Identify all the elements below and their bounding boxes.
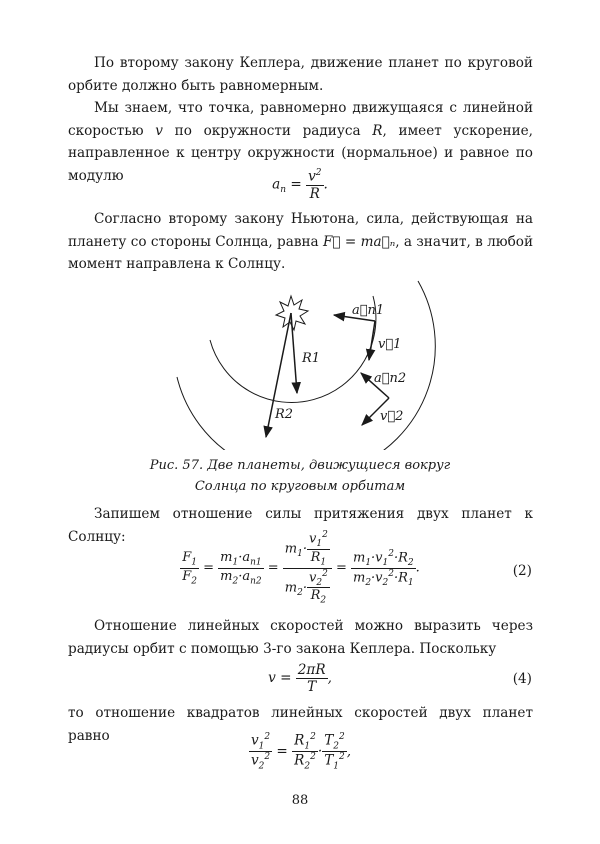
equation-number-2: (2)	[512, 563, 532, 579]
label-an2: a⃗n2	[374, 371, 407, 386]
label-an1: a⃗n1	[352, 303, 385, 318]
page-number: 88	[291, 793, 309, 808]
paragraph-velocity-ratio: Отношение линейных скоростей можно выразить через радиусы орбит с помощью 3-го закона Кеплера. Поскольку	[68, 618, 533, 657]
label-r1: R1	[302, 351, 321, 366]
velocity-v1-arrow	[369, 321, 375, 360]
figure-caption-line2: Солнца по круговым орбитам	[194, 479, 406, 494]
equation-normal-acceleration: $a_n$ = $\frac{v^2}{R}$ .	[272, 168, 328, 202]
equation-force-ratio: $\frac{F_1}{F_2}$ = $\frac{m_1\cdot a_{n1}}{m_2\cdot a_{n2}}$ = $m_1\cdot$ $\frac{v_1^2}{R_1}$ $m_2\cdot$ $\frac{v_2^2}{R_2}$ = $\frac{m_1\cdot v_1^2\cdot R_2}{m_2\cdot v_2^2\cdot R_1}$ .	[182, 530, 420, 607]
equation-number-4: (4)	[512, 671, 532, 687]
paragraph-uniform-motion: Мы знаем, что точка, равномерно движущаяся с линейной скоростью v по окружности радиуса R, имеет ускорение, направленное к центру окружности (нормальное) и равное по модулю	[68, 100, 534, 184]
paragraph-velocity-squares: то отношение квадратов линейных скоростей двух планет равно	[68, 705, 533, 744]
paragraph-newton-2: Согласно второму закону Ньютона, сила, действующая на планету со стороны Солнца, равна F⃗ = ma⃗ₙ, а значит, в любой момент направлена к Солнцу.	[68, 211, 534, 272]
equation-velocity-squares: $\frac{v_1^2}{v_2^2}$ = $\frac{R_1^2}{R_2^2}$ · $\frac{T_2^2}{T_1^2}$ ,	[250, 732, 352, 772]
paragraph-kepler-2: По второму закону Кеплера, движение планет по круговой орбите должно быть равномерным.	[68, 55, 533, 94]
label-v2: v⃗2	[380, 409, 404, 424]
paragraph-force-ratio: Запишем отношение силы притяжения двух планет к Солнцу:	[68, 506, 533, 545]
label-r2: R2	[275, 407, 294, 422]
figure-caption-line1: Рис. 57. Две планеты, движущиеся вокруг	[149, 458, 451, 473]
label-v1: v⃗1	[378, 337, 402, 352]
equation-velocity: v = $\frac{2\pi R}{T}$ ,	[268, 662, 332, 695]
